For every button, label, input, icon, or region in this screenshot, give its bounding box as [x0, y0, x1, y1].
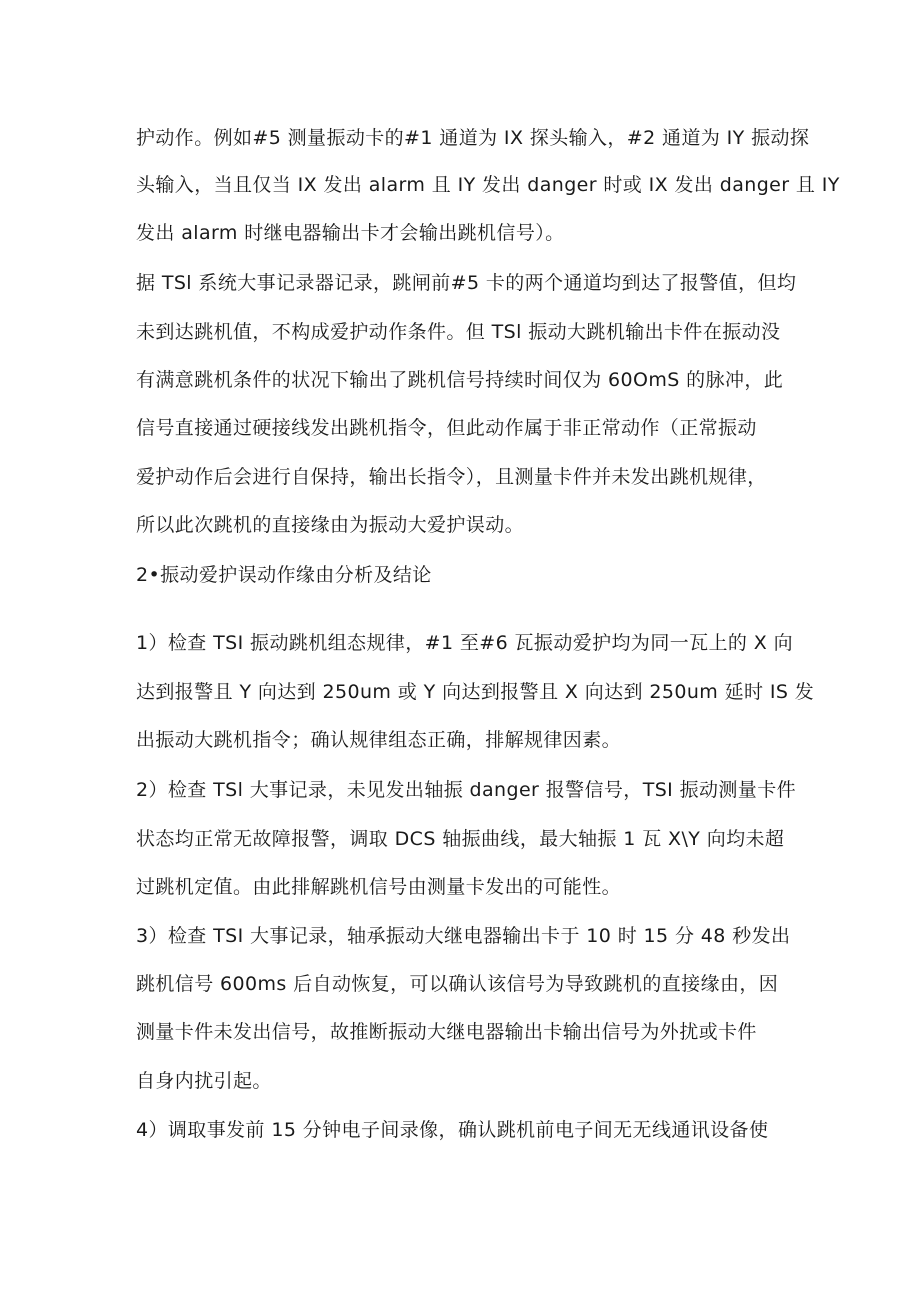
paragraph-line: 3）检查 TSI 大事记录，轴承振动大继电器输出卡于 10 时 15 分 48 秒发出	[136, 925, 791, 947]
paragraph-line: 未到达跳机值，不构成爱护动作条件。但 TSl 振动大跳机输出卡件在振动没	[136, 321, 781, 343]
paragraph-line: 所以此次跳机的直接缘由为振动大爱护误动。	[136, 514, 525, 536]
paragraph-line: 信号直接通过硬接线发出跳机指令，但此动作属于非正常动作（正常振动	[136, 417, 757, 439]
paragraph-line: 爱护动作后会进行自保持，输出长指令），且测量卡件并未发出跳机规律，	[136, 466, 767, 488]
section-heading: 2•振动爱护误动作缘由分析及结论	[136, 564, 432, 586]
paragraph-line: 2）检查 TSl 大事记录，未见发出轴振 danger 报警信号，TSI 振动测量卡件	[136, 779, 797, 801]
paragraph-line: 测量卡件未发出信号，故推断振动大继电器输出卡输出信号为外扰或卡件	[136, 1021, 757, 1043]
paragraph-line: 状态均正常无故障报警，调取 DCS 轴振曲线，最大轴振 1 瓦 X\Y 向均未超	[136, 828, 785, 850]
paragraph-line: 1）检查 TSI 振动跳机组态规律，#1 至#6 瓦振动爱护均为同一瓦上的 X 向	[136, 632, 794, 654]
paragraph-line: 出振动大跳机指令；确认规律组态正确，排解规律因素。	[136, 729, 622, 751]
paragraph-line: 4）调取事发前 15 分钟电子间录像，确认跳机前电子间无无线通讯设备使	[136, 1119, 769, 1141]
paragraph-line: 头输入，当且仅当 IX 发出 alarm 且 IY 发出 danger 时或 IX 发出 danger 且 IY	[136, 174, 840, 196]
paragraph-line: 自身内扰引起。	[136, 1070, 272, 1092]
paragraph-line: 护动作。例如#5 测量振动卡的#1 通道为 IX 探头输入，#2 通道为 IY 振动探	[136, 127, 810, 149]
paragraph-line: 有满意跳机条件的状况下输出了跳机信号持续时间仅为 60OmS 的脉冲，此	[136, 369, 784, 391]
paragraph-line: 达到报警且 Y 向达到 250um 或 Y 向达到报警且 X 向达到 250um 延时 IS 发	[136, 681, 815, 703]
paragraph-line: 跳机信号 600ms 后自动恢复，可以确认该信号为导致跳机的直接缘由，因	[136, 973, 779, 995]
paragraph-line: 过跳机定值。由此排解跳机信号由测量卡发出的可能性。	[136, 876, 622, 898]
paragraph-line: 发出 alarm 时继电器输出卡才会输出跳机信号）。	[136, 222, 565, 244]
paragraph-line: 据 TSl 系统大事记录器记录，跳闸前#5 卡的两个通道均到达了报警值，但均	[136, 272, 797, 294]
